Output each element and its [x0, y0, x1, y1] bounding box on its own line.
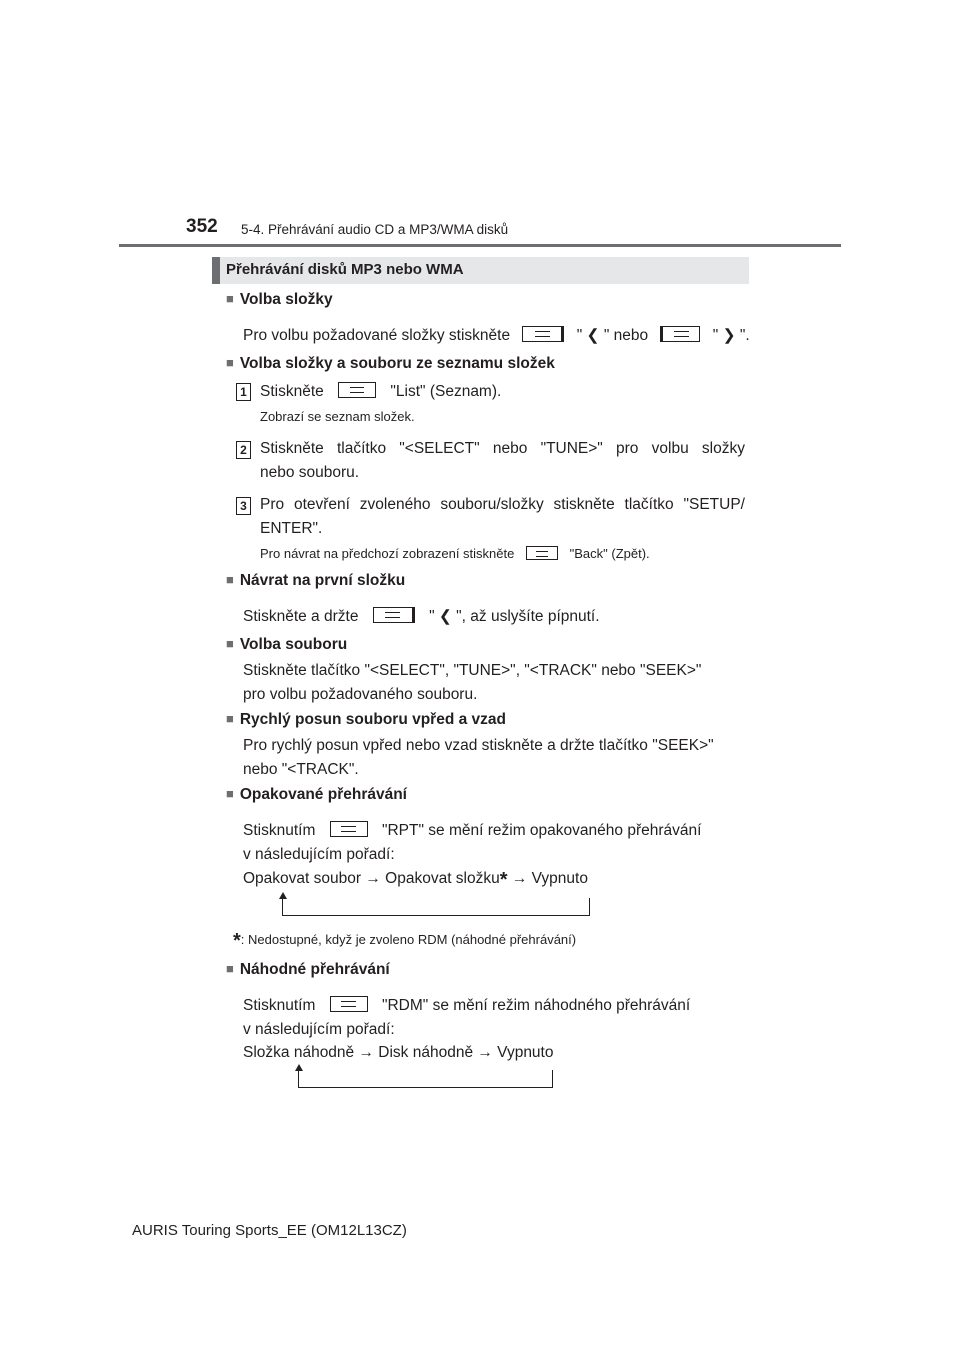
- random-sequence: Složka náhodně → Disk náhodně → Vypnuto: [243, 1044, 554, 1061]
- back-button-icon: [526, 546, 558, 560]
- file-select-line2: pro volbu požadovaného souboru.: [243, 686, 478, 703]
- heading-fast-forward: ■ Rychlý posun souboru vpřed a vzad: [226, 711, 506, 728]
- step3-note: Pro návrat na předchozí zobrazení stiskněte "Back" (Zpět).: [260, 546, 650, 561]
- square-bullet-icon: ■: [226, 786, 234, 801]
- square-bullet-icon: ■: [226, 961, 234, 976]
- fast-forward-line2: nebo "<TRACK".: [243, 761, 359, 778]
- square-bullet-icon: ■: [226, 636, 234, 651]
- step3-line1: Pro otevření zvoleného souboru/složky stiskněte tlačítko "SETUP/: [260, 496, 745, 513]
- random-line1: Stisknutím "RDM" se mění režim náhodného přehrávání: [243, 997, 691, 1014]
- step2-line1: Stiskněte tlačítko "<SELECT" nebo "TUNE>" pro volbu složky: [260, 440, 745, 457]
- footnote-asterisk: *: [233, 930, 241, 952]
- square-bullet-icon: ■: [226, 711, 234, 726]
- heading-random: ■ Náhodné přehrávání: [226, 961, 390, 978]
- folder-down-button-icon: [373, 607, 415, 623]
- step1-note: Zobrazí se seznam složek.: [260, 409, 415, 424]
- step-number-3: 3: [236, 497, 251, 515]
- heading-repeat: ■ Opakované přehrávání: [226, 786, 407, 803]
- repeat-cycle-arrow: [282, 898, 590, 916]
- repeat-line1: Stisknutím "RPT" se mění režim opakovaného přehrávání: [243, 822, 702, 839]
- folder-up-button-icon: [660, 326, 700, 342]
- heading-file-select: ■ Volba souboru: [226, 636, 348, 653]
- rpt-button-icon: [330, 821, 368, 837]
- heading-list-select: ■ Volba složky a souboru ze seznamu složek: [226, 355, 555, 372]
- repeat-line2: v následujícím pořadí:: [243, 846, 395, 863]
- page-number: 352: [186, 216, 218, 237]
- rdm-button-icon: [330, 996, 368, 1012]
- section-title: 5-4. Přehrávání audio CD a MP3/WMA disků: [241, 222, 509, 237]
- topic-bar: [212, 257, 749, 284]
- random-cycle-arrow: [298, 1070, 553, 1088]
- square-bullet-icon: ■: [226, 355, 234, 370]
- first-folder-text: Stiskněte a držte " ❮ ", až uslyšíte pípnutí.: [243, 608, 600, 625]
- heading-folder-select: ■ Volba složky: [226, 291, 333, 308]
- random-line2: v následujícím pořadí:: [243, 1021, 395, 1038]
- file-select-line1: Stiskněte tlačítko "<SELECT", "TUNE>", "<TRACK" nebo "SEEK>": [243, 662, 702, 679]
- step3-line2: ENTER".: [260, 520, 323, 537]
- asterisk-mark: *: [499, 869, 508, 891]
- list-button-icon: [338, 382, 376, 398]
- folder-select-text: Pro volbu požadované složky stiskněte " ❮ " nebo " ❯ ".: [243, 327, 750, 344]
- repeat-footnote: *: Nedostupné, když je zvoleno RDM (náhodné přehrávání): [233, 930, 577, 952]
- folder-down-button-icon: [522, 326, 564, 342]
- footer-model: AURIS Touring Sports_EE (OM12L13CZ): [132, 1222, 407, 1239]
- fast-forward-line1: Pro rychlý posun vpřed nebo vzad stiskněte a držte tlačítko "SEEK>": [243, 737, 714, 754]
- cycle-arrow-head-icon: [279, 892, 287, 899]
- topic-title: Přehrávání disků MP3 nebo WMA: [226, 261, 464, 278]
- heading-first-folder: ■ Návrat na první složku: [226, 572, 406, 589]
- repeat-sequence: Opakovat soubor → Opakovat složku* → Vypnuto: [243, 869, 588, 891]
- step1-text: Stiskněte "List" (Seznam).: [260, 383, 502, 400]
- step2-line2: nebo souboru.: [260, 464, 360, 481]
- step-number-1: 1: [236, 383, 251, 401]
- step-number-2: 2: [236, 441, 251, 459]
- square-bullet-icon: ■: [226, 291, 234, 306]
- header-rule: [119, 244, 841, 247]
- topic-bar-marker: [212, 257, 220, 284]
- square-bullet-icon: ■: [226, 572, 234, 587]
- cycle-arrow-head-icon: [295, 1064, 303, 1071]
